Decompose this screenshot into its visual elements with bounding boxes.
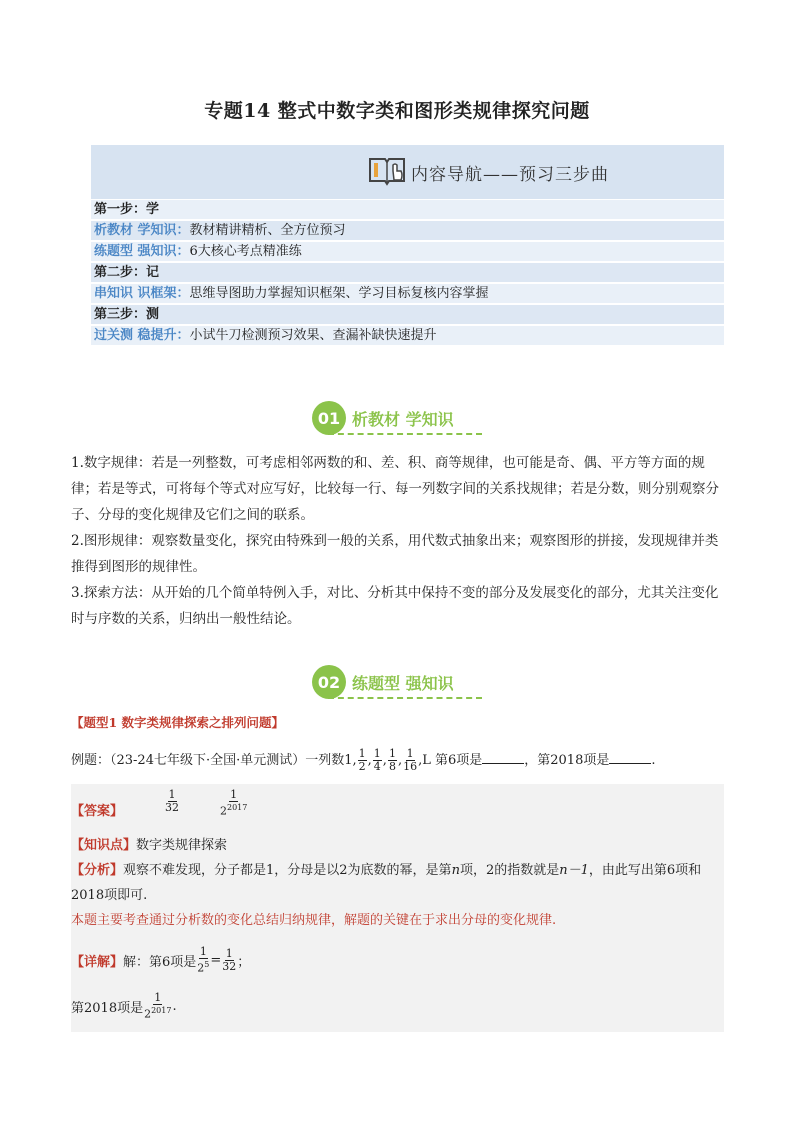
comma: , — [382, 753, 387, 768]
denominator: 32 — [165, 801, 179, 814]
example-mid: 第6项是 — [430, 753, 483, 768]
content-nav-box — [91, 145, 724, 366]
example-prefix: 例题：（23-24七年级下·全国·单元测试）一列数 — [71, 753, 345, 768]
nav-row-label: 串知识 识框架： — [94, 286, 190, 301]
nav-row-text: 教材精讲精析、全方位预习 — [189, 223, 346, 238]
answer-1 — [164, 789, 180, 814]
detail-2: 第2018项是 $\frac{1}{2^{2017}}$ . — [71, 991, 177, 1021]
sequence-fraction — [403, 748, 417, 773]
answer-2 — [219, 789, 248, 818]
sequence-first: 1, — [344, 753, 357, 768]
nav-row-label: 第三步：测 — [94, 307, 160, 322]
section-label: 练题型 强知识 — [352, 673, 454, 693]
section-number: 02 — [312, 665, 346, 699]
knowledge-point: 【知识点】数字类规律探索 — [71, 838, 228, 853]
sequence-fraction — [358, 748, 367, 773]
numerator: 1 — [230, 788, 238, 801]
ellipsis: ,L — [418, 753, 431, 768]
example-end: . — [651, 753, 656, 768]
nav-row-label: 过关测 稳提升： — [94, 328, 190, 343]
sequence-fraction — [388, 748, 397, 773]
answer-tag: 【答案】 — [71, 804, 124, 819]
paragraph: 3.探索方法：从开始的几个简单特例入手，对比、分析其中保持不变的部分及发展变化的部分，尤其关注变化时与序数的关系，归纳出一般性结论。 — [71, 585, 719, 627]
nav-row — [91, 220, 724, 240]
numerator: 1 — [406, 747, 414, 760]
nav-row — [91, 283, 724, 303]
page-title: 专题14 整式中数字类和图形类规律探究问题 — [204, 100, 590, 122]
answer-blank — [482, 751, 524, 764]
nav-title — [367, 154, 609, 190]
answer-box — [71, 784, 724, 1032]
comma: , — [367, 753, 372, 768]
example-question — [71, 748, 655, 773]
section-badge-2 — [312, 665, 454, 699]
numerator: 1 — [373, 747, 381, 760]
nav-header — [91, 145, 724, 199]
nav-row-text: 6大核心考点精准练 — [189, 244, 302, 259]
nav-row — [91, 304, 724, 324]
numerator: 1 — [168, 788, 176, 801]
topic-heading: 【题型1 数字类规律探索之排列问题】 — [71, 715, 285, 730]
section-number: 01 — [312, 401, 346, 435]
numerator: 1 — [358, 747, 366, 760]
denominator: $2^{2017}$ — [220, 803, 248, 818]
nav-row — [91, 325, 724, 345]
book-hand-icon — [367, 153, 407, 191]
section-label: 析教材 学知识 — [352, 409, 454, 429]
section-underline — [328, 433, 482, 435]
denominator: 4 — [373, 760, 381, 773]
nav-row-label: 练题型 强知识： — [94, 244, 190, 259]
denominator: 16 — [403, 760, 418, 773]
answer-line — [71, 800, 123, 819]
denominator: 8 — [388, 760, 396, 773]
nav-heading: 内容导航——预习三步曲 — [411, 164, 609, 185]
analysis-note: 本题主要考查通过分析数的变化总结归纳规律，解题的关键在于求出分母的变化规律. — [71, 913, 557, 928]
nav-row-text: 小试牛刀检测预习效果、查漏补缺快速提升 — [189, 328, 437, 343]
denominator: 2 — [358, 760, 366, 773]
nav-row-label: 第二步：记 — [94, 265, 160, 280]
example-mid2: ，第2018项是 — [524, 753, 610, 768]
comma: , — [397, 753, 403, 768]
nav-row — [91, 262, 724, 282]
section-underline — [328, 697, 482, 699]
section-badge-1 — [312, 401, 454, 435]
sequence-fraction — [373, 748, 382, 773]
nav-row — [91, 241, 724, 261]
nav-row-label: 第一步：学 — [94, 202, 160, 217]
paragraph: 2.图形规律：观察数量变化，探究由特殊到一般的关系，用代数式抽象出来；观察图形的拼接，发现规律并类推得到图形的规律性。 — [71, 533, 719, 575]
nav-row — [91, 199, 724, 219]
paragraph: 1.数字规律：若是一列整数，可考虑相邻两数的和、差、积、商等规律，也可能是奇、偶、平方等方面的规律；若是等式，可将每个等式对应写好，比较每一行、每一列数字间的关系找规律；若是分数，则分别观察分子、分母的变化规律及它们之间的联系。 — [71, 455, 719, 523]
numerator: 1 — [388, 747, 396, 760]
detail: 【详解】 解：第6项是 $\frac{1}{2^5}$ = $\frac{1}{32}$ ； — [71, 945, 251, 975]
answer-blank — [609, 751, 651, 764]
analysis: 【分析】观察不难发现，分子都是1，分母是以2为底数的幂，是第n项，2的指数就是n－1，由此写出第6项和2018项即可. 本题主要考查通过分析数的变化总结归纳规律，解题的关键在于求出分母的变化规律. — [71, 858, 724, 933]
nav-row-text: 思维导图助力掌握知识框架、学习目标复核内容掌握 — [189, 286, 489, 301]
nav-row-label: 析教材 学知识： — [94, 223, 190, 238]
